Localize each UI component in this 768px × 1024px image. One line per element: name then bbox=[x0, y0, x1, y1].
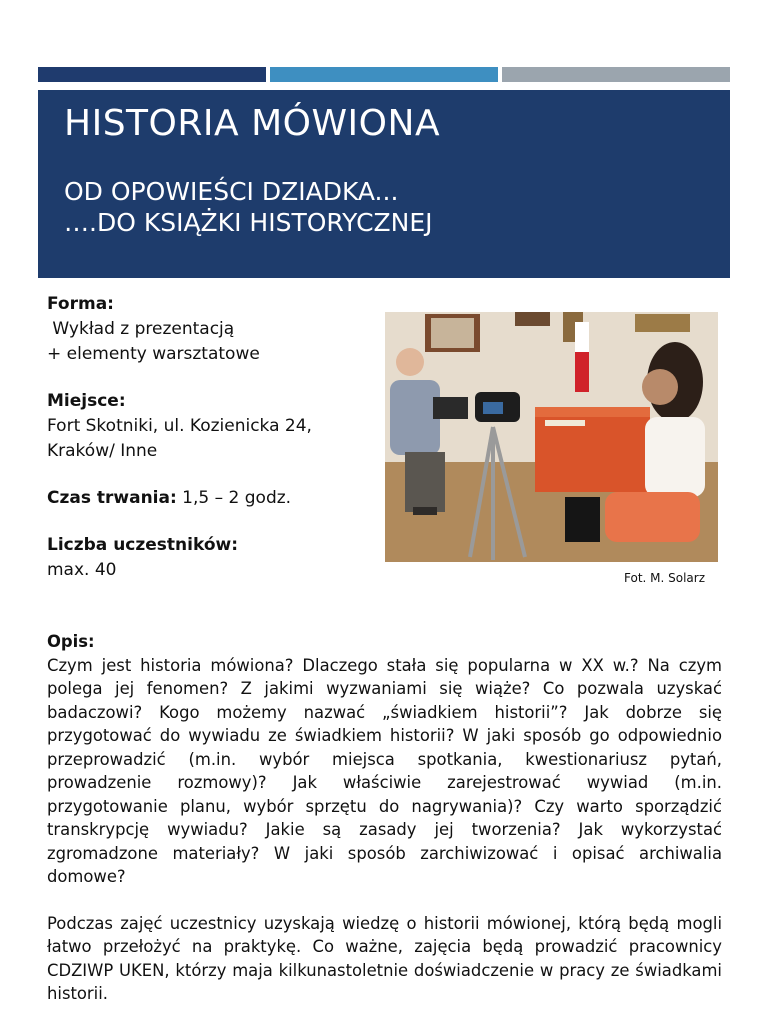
miejsce-label: Miejsce: bbox=[47, 391, 126, 411]
subtitle-line-2: ….DO KSIĄŻKI HISTORYCZNEJ bbox=[64, 208, 433, 237]
opis-section bbox=[47, 630, 722, 1006]
interview-photo bbox=[385, 312, 718, 562]
photo-caption: Fot. M. Solarz bbox=[624, 571, 706, 585]
miejsce-line-1: Fort Skotniki, ul. Kozienicka 24, bbox=[47, 416, 312, 436]
page-title: HISTORIA MÓWIONA bbox=[64, 103, 441, 144]
page-subtitle bbox=[64, 176, 730, 238]
forma-line-2: + elementy warsztatowe bbox=[47, 344, 260, 364]
bar-light bbox=[502, 67, 730, 82]
forma-label: Forma: bbox=[47, 294, 114, 314]
opis-label: Opis: bbox=[47, 632, 95, 651]
info-section bbox=[47, 292, 367, 605]
liczba-label: Liczba uczestników: bbox=[47, 535, 239, 555]
opis-paragraph-1: Czym jest historia mówiona? Dlaczego stała się popularna w XX w.? Na czym polega jej fenomen? Z jakimi wyzwaniami się wiąże? Co pozwala uzyskać badaczowi? Kogo możemy nazwać „świadkiem historii”? Jak dobrze się przygotować do wywiadu ze świadkiem historii? W jaki sposób go odpowiednio przeprowadzić (m.in. wybór miejsca spotkania, kwestionariusz pytań, prowadzenie rozmowy)? Jak właściwie zarejestrować wywiad (m.in. przygotowanie planu, wybór sprzętu do nagrywania)? Czy warto sporządzić transkrypcję wywiadu? Jakie są zasady jej tworzenia? Jak wykorzystać zgromadzone materiały? W jaki sposób zarchiwizować i opisać archiwalia domowe? bbox=[47, 655, 722, 886]
liczba-value: max. 40 bbox=[47, 560, 117, 580]
subtitle-line-1: OD OPOWIEŚCI DZIADKA... bbox=[64, 177, 399, 206]
forma-block bbox=[47, 292, 367, 367]
decorative-bars bbox=[38, 67, 730, 82]
czas-value: 1,5 – 2 godz. bbox=[176, 488, 292, 508]
miejsce-line-2: Kraków/ Inne bbox=[47, 441, 158, 461]
czas-label: Czas trwania: bbox=[47, 488, 177, 508]
bar-mid bbox=[270, 67, 498, 82]
czas-block bbox=[47, 486, 367, 511]
photo-illustration bbox=[385, 312, 718, 562]
liczba-block bbox=[47, 533, 367, 583]
miejsce-block bbox=[47, 389, 367, 464]
paragraph-gap bbox=[47, 889, 722, 912]
header-banner bbox=[38, 90, 730, 278]
bar-dark bbox=[38, 67, 266, 82]
forma-line-1: Wykład z prezentacją bbox=[47, 319, 235, 339]
opis-paragraph-2: Podczas zajęć uczestnicy uzyskają wiedzę o historii mówionej, którą będą mogli łatwo przełożyć na praktykę. Co ważne, zajęcia będą prowadzić pracownicy CDZIWP UKEN, którzy maja kilkunastoletnie doświadczenie w pracy ze świadkami historii. bbox=[47, 913, 722, 1003]
